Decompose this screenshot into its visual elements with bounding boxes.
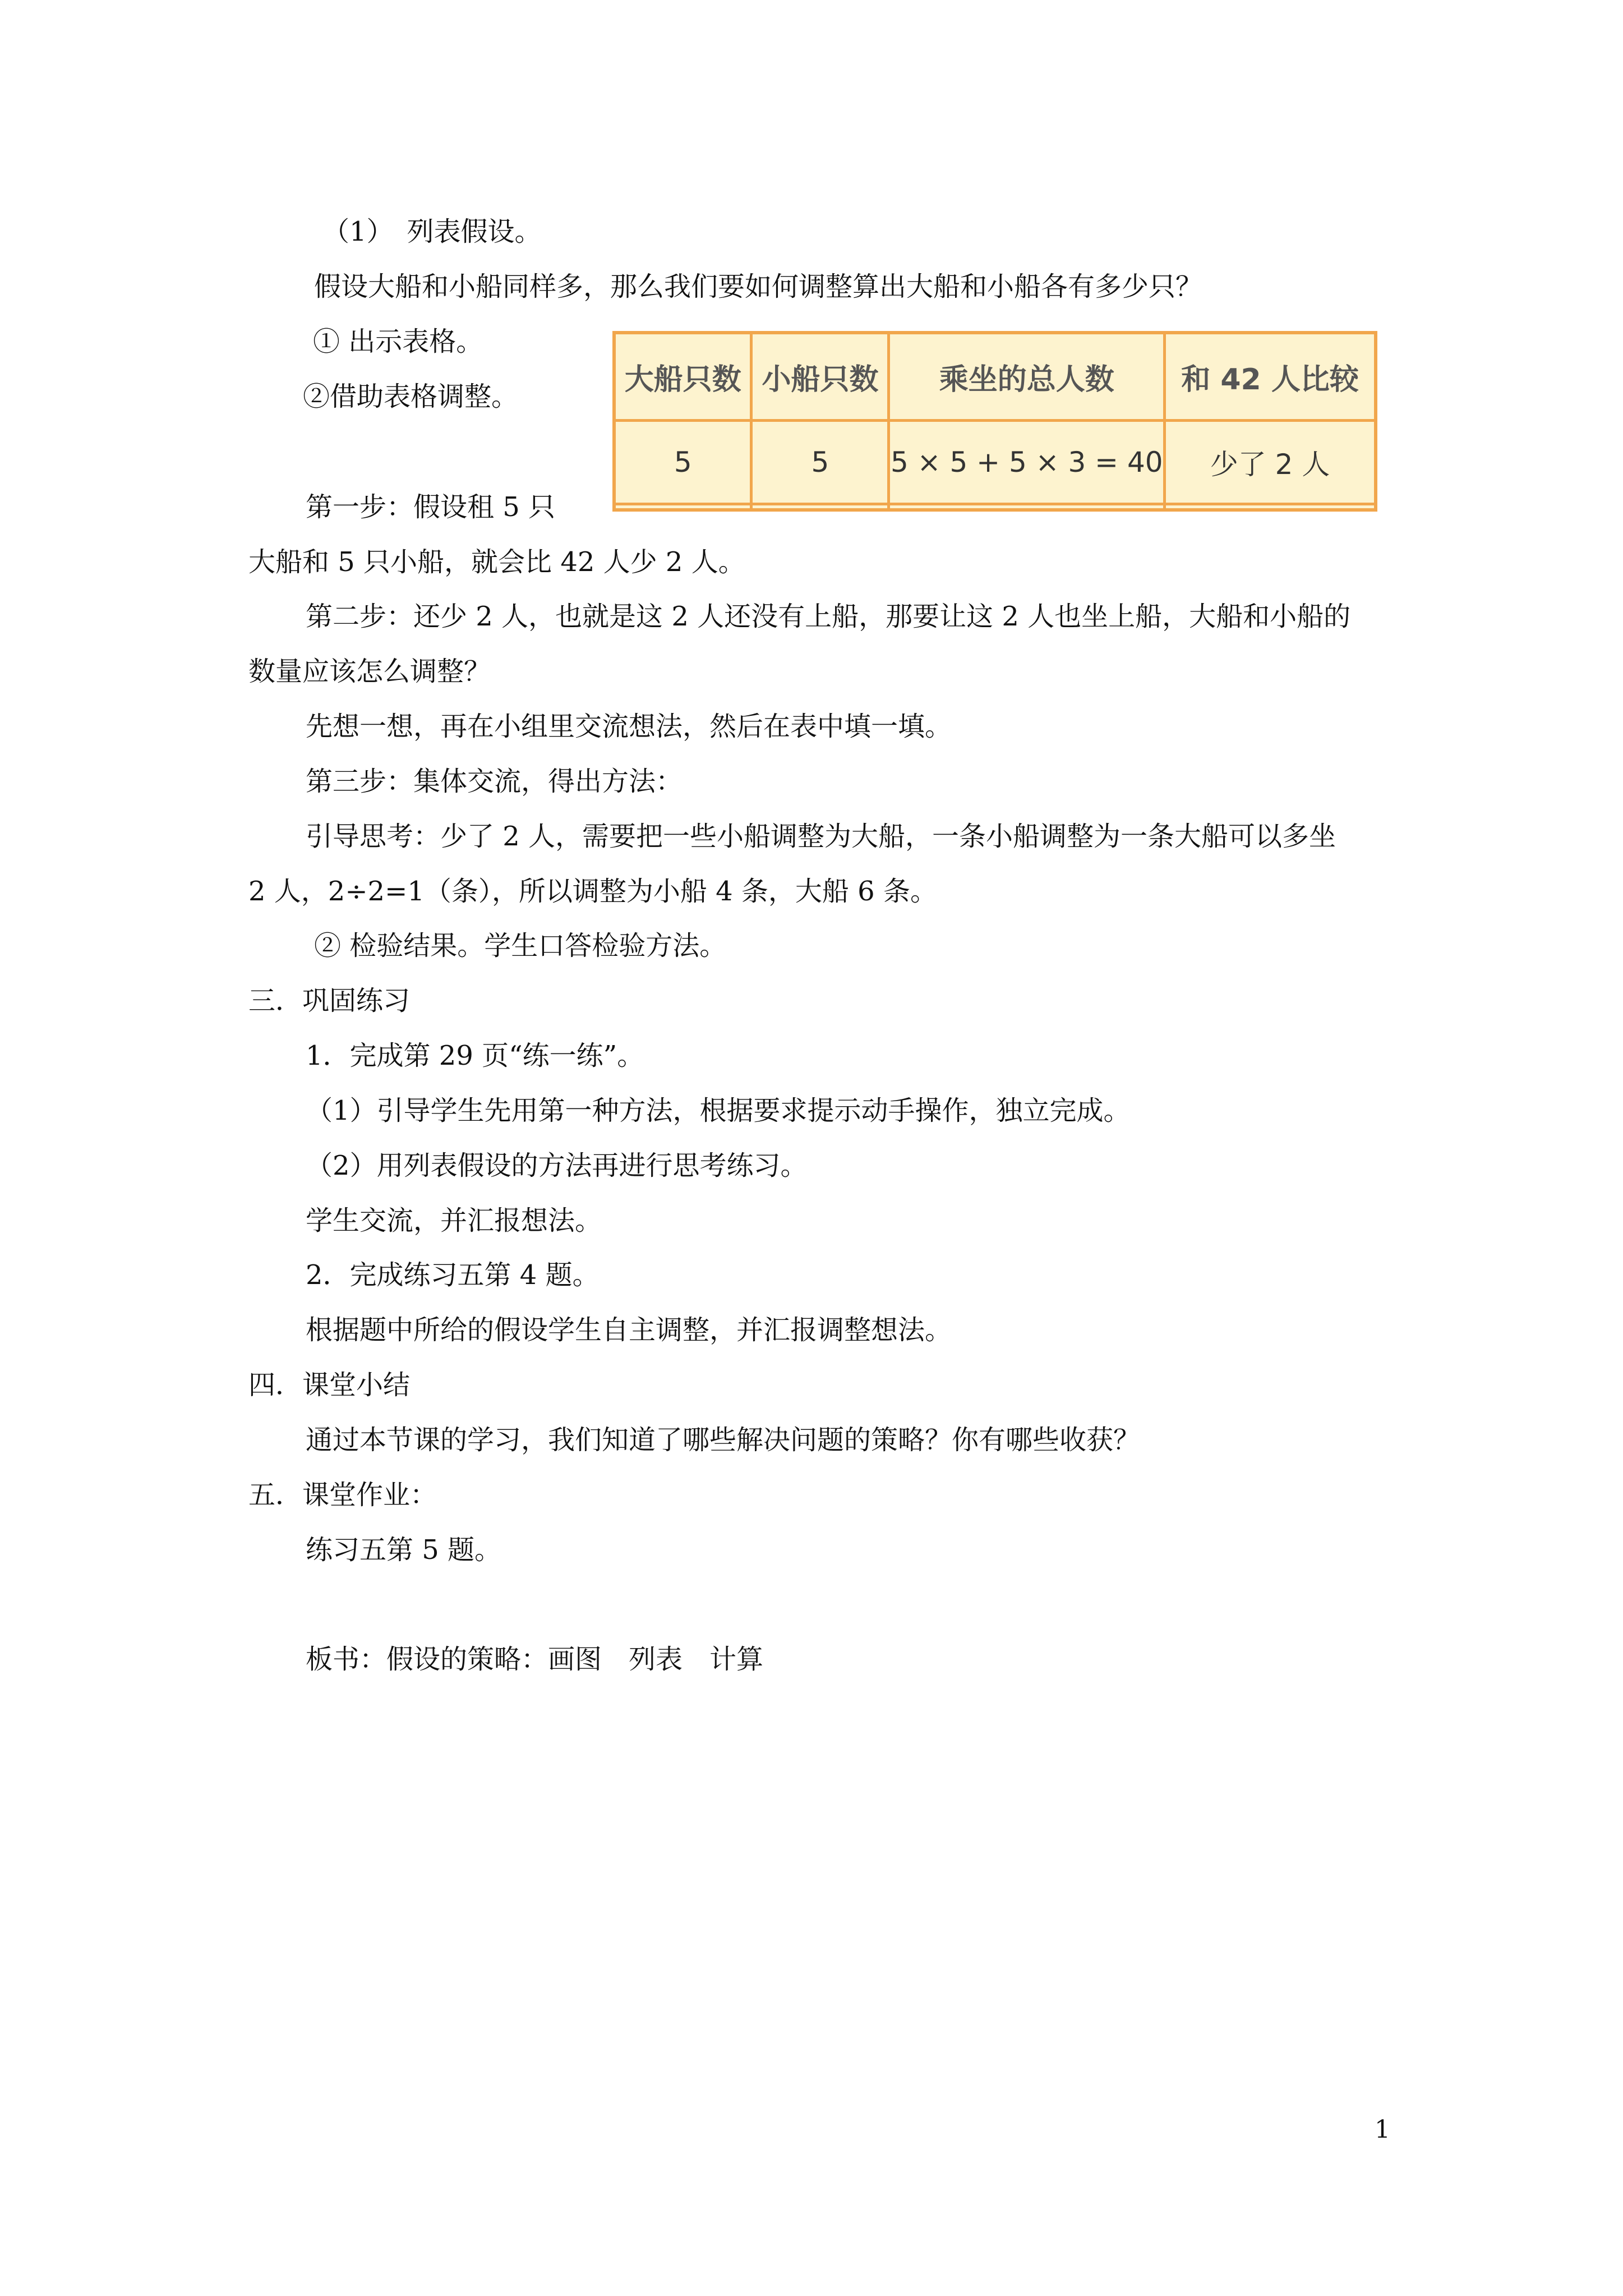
practice-item-2: 2．完成练习五第 4 题。 [306,1259,600,1291]
guided-thinking: 引导思考：少了 2 人，需要把一些小船调整为大船，一条小船调整为一条大船可以多坐 [306,821,1336,852]
page-number: 1 [1375,2115,1390,2144]
table-cell [614,504,751,510]
step-two-continued: 数量应该怎么调整？ [248,656,491,687]
practice-item-1: 1．完成第 29 页“练一练”。 [306,1040,644,1071]
step-show-table: ① 出示表格。 [313,326,483,357]
paragraph: 学生交流，并汇报想法。 [306,1205,602,1236]
step-two: 第二步：还少 2 人，也就是这 2 人还没有上船，那要让这 2 人也坐上船，大船和小船的 [306,601,1351,632]
paragraph: 假设大船和小船同样多，那么我们要如何调整算出大船和小船各有多少只？ [314,271,1203,302]
board-writing: 板书：假设的策略：画图 列表 计算 [306,1644,764,1675]
section-heading-summary: 四．课堂小结 [248,1369,411,1401]
table-cell: 5 [614,420,751,504]
table-cell: 5 × 5 + 5 × 3 = 40 [889,420,1165,504]
table-cell [751,504,889,510]
assumption-table [612,331,1377,512]
table-cell: 少了 2 人 [1165,420,1376,504]
guided-thinking-continued: 2 人，2÷2=1（条），所以调整为小船 4 条，大船 6 条。 [248,876,937,907]
step-one: 第一步：假设租 5 只 [306,491,556,523]
table-row [614,420,1376,504]
header-cell-big-boats: 大船只数 [614,333,751,420]
table-cell [1165,504,1376,510]
step-three: 第三步：集体交流，得出方法： [306,766,683,797]
practice-item-1-sub-2: （2）用列表假设的方法再进行思考练习。 [306,1150,808,1181]
practice-item-1-sub-1: （1）引导学生先用第一种方法，根据要求提示动手操作，独立完成。 [306,1095,1131,1126]
header-cell-compare-42: 和 42 人比较 [1165,333,1376,420]
paragraph: 根据题中所给的假设学生自主调整，并汇报调整想法。 [306,1314,952,1346]
step-adjust-with-table: ②借助表格调整。 [303,381,519,412]
table-header-row [614,333,1376,420]
step-one-continued: 大船和 5 只小船，就会比 42 人少 2 人。 [248,546,745,578]
header-cell-small-boats: 小船只数 [751,333,889,420]
header-cell-total-people: 乘坐的总人数 [889,333,1165,420]
table-cell [889,504,1165,510]
table-row-empty [614,504,1376,510]
table-cell: 5 [751,420,889,504]
step-check-result: ② 检验结果。学生口答检验方法。 [314,930,727,961]
paragraph: 先想一想，再在小组里交流想法，然后在表中填一填。 [306,711,952,742]
paragraph: 练习五第 5 题。 [306,1534,502,1566]
section-heading-list-assumption: （1） 列表假设。 [322,216,542,247]
section-heading-practice: 三．巩固练习 [248,985,411,1016]
section-heading-homework: 五．课堂作业： [248,1479,437,1511]
paragraph: 通过本节课的学习，我们知道了哪些解决问题的策略？你有哪些收获？ [306,1424,1141,1456]
